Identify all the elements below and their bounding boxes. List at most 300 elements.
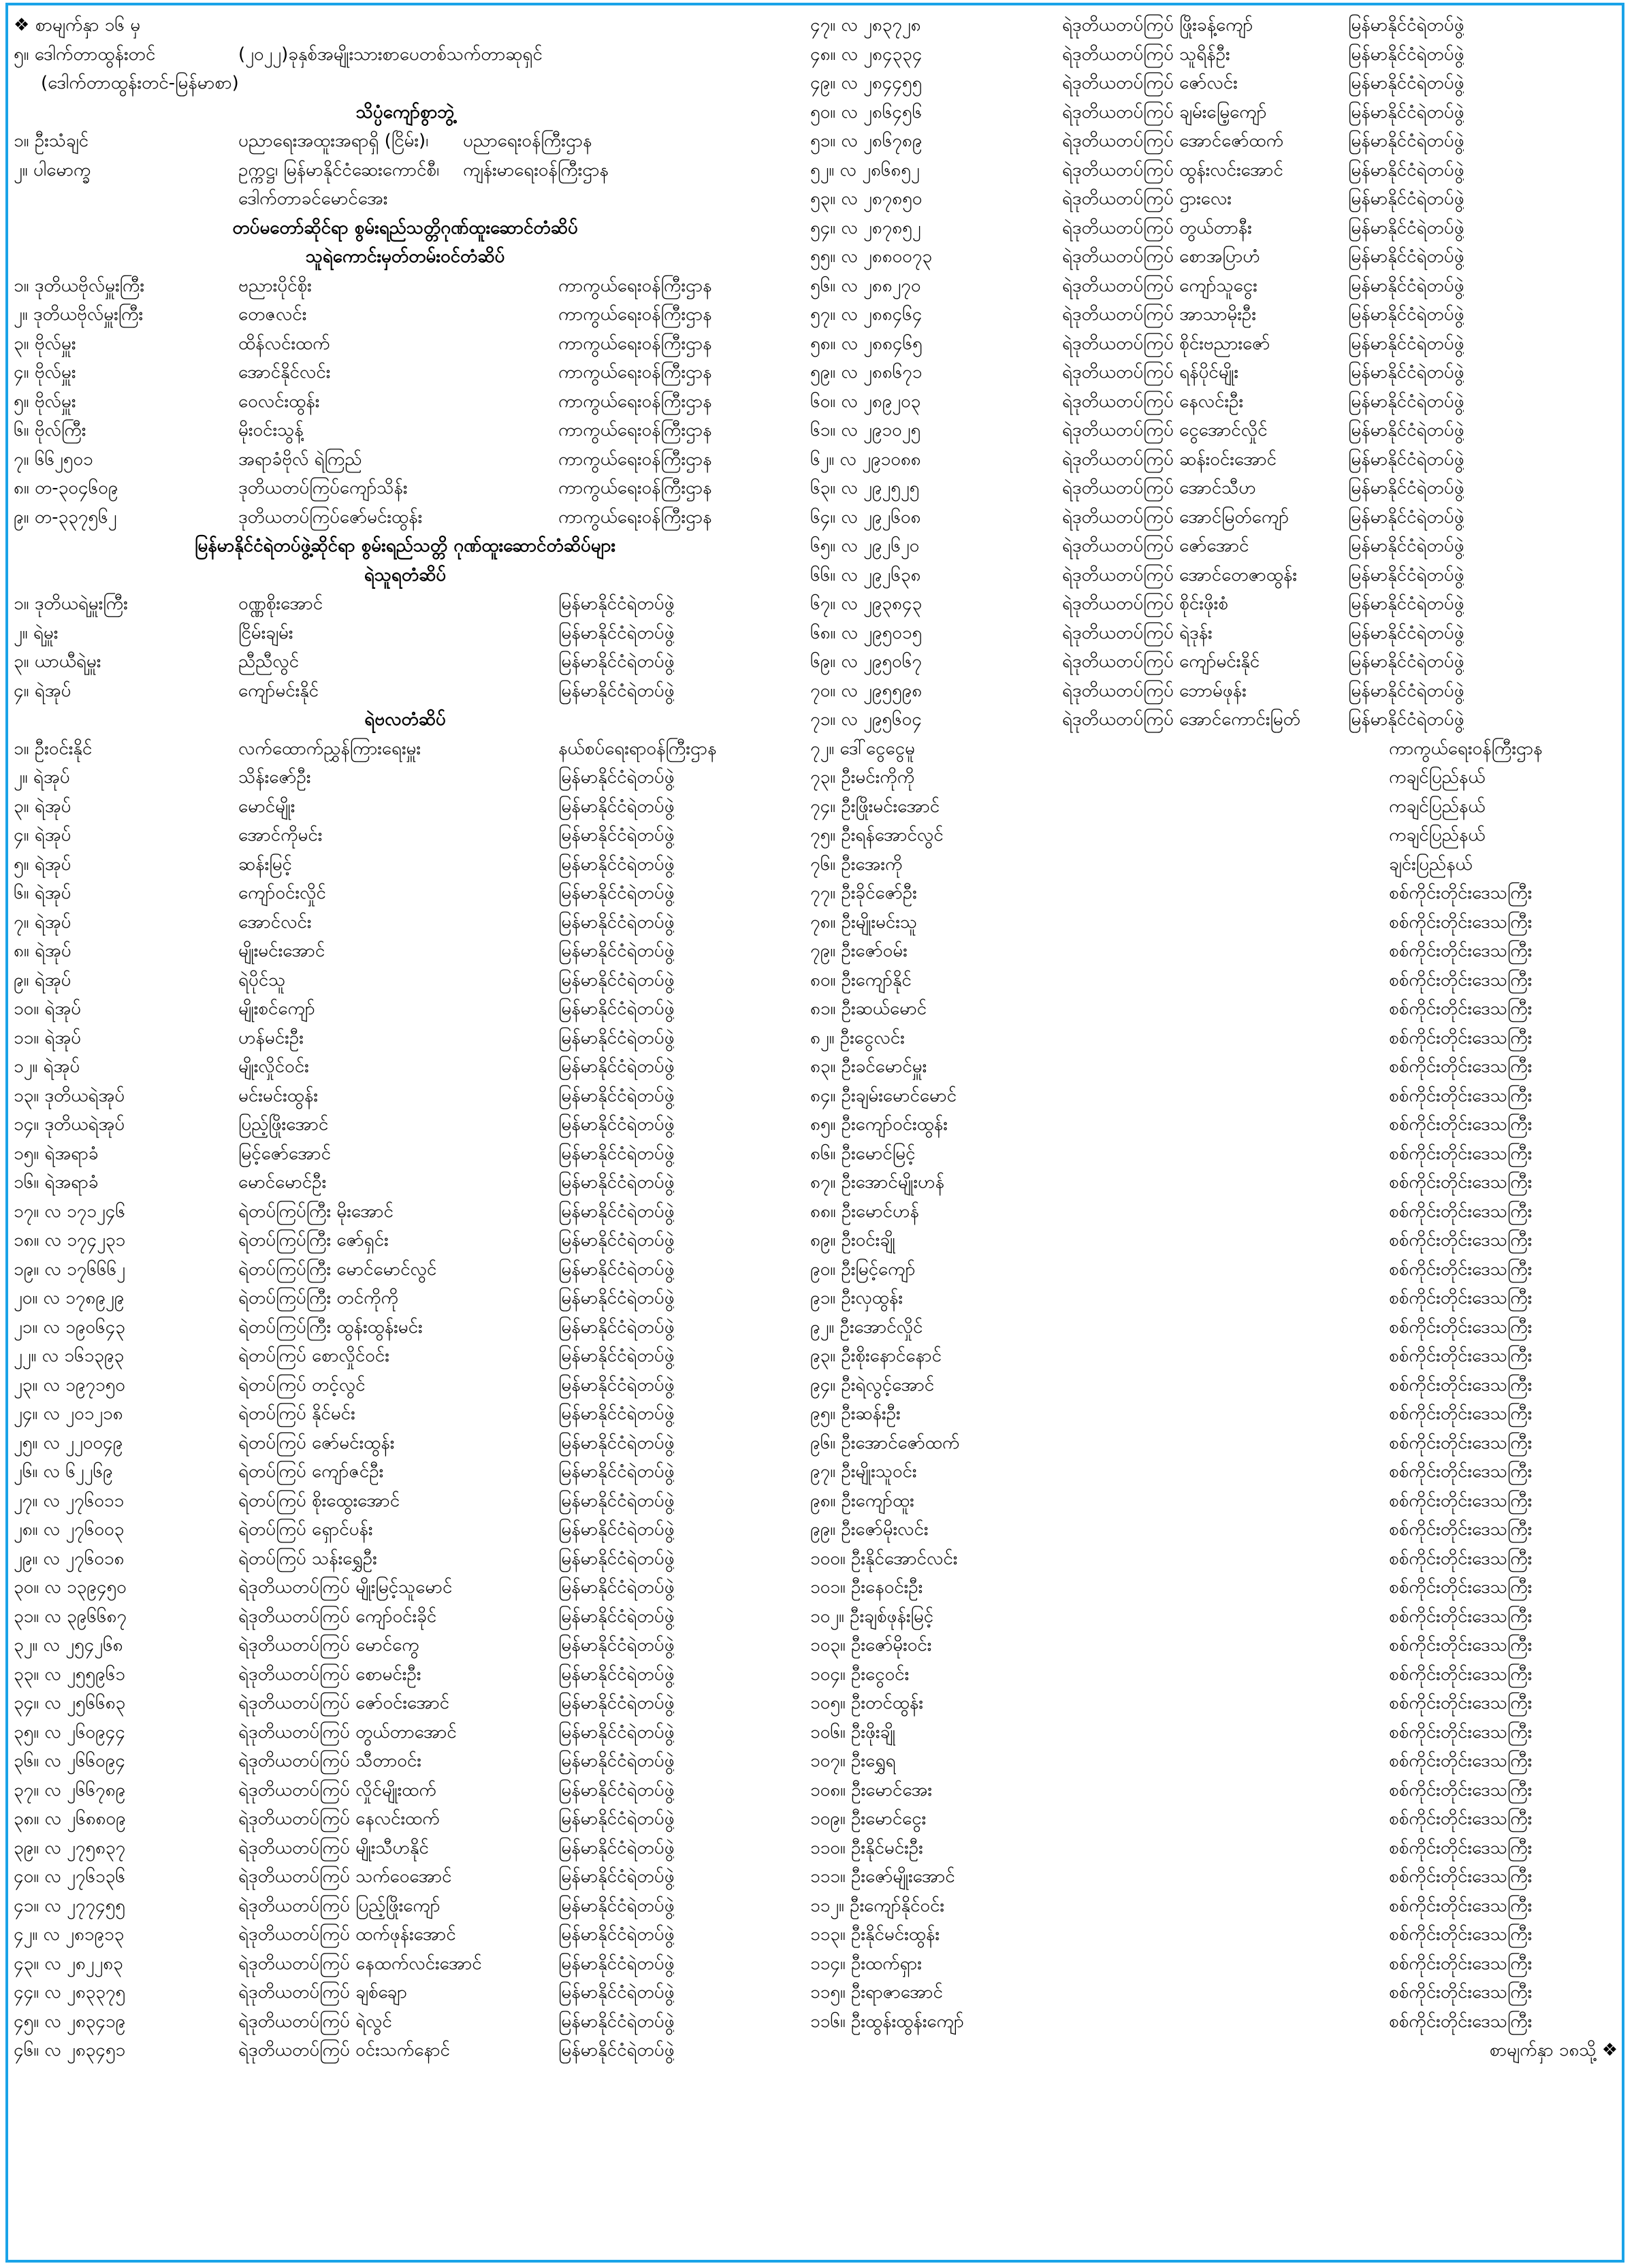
list-item	[14, 1834, 797, 1863]
cell-1: ၈၇။ ဦးအောင်မျိုးဟန်	[810, 1172, 944, 1193]
cell-2: ရဲဒုတိယတပ်ကြပ် အောင်မြတ်ကျော်	[1062, 506, 1289, 528]
cell-1: ၂။ ဒုတိယဗိုလ်မှူးကြီး	[14, 304, 144, 325]
list-item	[14, 1284, 797, 1313]
cell-2: ရဲဒုတိယတပ်ကြပ် ရန်ပိုင်မျိုး	[1062, 362, 1239, 383]
cell-3: စစ်ကိုင်းတိုင်းဒေသကြီး	[1389, 2011, 1533, 2032]
list-item	[810, 1544, 1618, 1574]
cell-1: ၅၀။ လ ၂၈၆၄၅၆	[810, 101, 923, 123]
list-item	[810, 1631, 1618, 1660]
cell-2: ရဲဒုတိယတပ်ကြပ် ဇော်လင်း	[1062, 73, 1238, 93]
cell-1: ၆၆။ လ ၂၉၂၆၃၈	[810, 564, 921, 585]
cell-3: ကာကွယ်ရေးဝန်ကြီးဌာန	[558, 506, 712, 528]
cell-1: ၂၆။ လ ၆၂၂၆၉	[14, 1461, 113, 1482]
list-item	[14, 879, 797, 908]
cell-1: ၆၁။ လ ၂၉၁၀၂၅	[810, 420, 921, 440]
list-item	[810, 1602, 1618, 1632]
cell-3: မြန်မာနိုင်ငံရဲတပ်ဖွဲ့	[1348, 304, 1464, 325]
cell-3: စစ်ကိုင်းတိုင်းဒေသကြီး	[1389, 1519, 1533, 1540]
cell-2: ရဲတပ်ကြပ် စောလှိုင်ဝင်း	[238, 1346, 389, 1366]
cell-3: မြန်မာနိုင်ငံရဲတပ်ဖွဲ့	[1348, 362, 1464, 383]
list-item	[14, 1544, 797, 1574]
cell-2: (၂၀၂၂)ခုနှစ်အမျိုးသားစာပေတစ်သက်တာဆုရှင်	[238, 44, 543, 65]
cell-3: စစ်ကိုင်းတိုင်းဒေသကြီး	[1389, 1548, 1533, 1569]
cell-1: ၈၂။ ဦးငွေလင်း	[810, 1027, 905, 1048]
cell-1: ၁၇။ လ ၁၇၁၂၄၆	[14, 1201, 125, 1222]
cell-3: စစ်ကိုင်းတိုင်းဒေသကြီး	[1389, 1577, 1533, 1598]
cell-3: မြန်မာနိုင်ငံရဲတပ်ဖွဲ့	[558, 1259, 675, 1280]
cell-2: ရဲဒုတိယတပ်ကြပ် သီတာဝင်း	[238, 1751, 421, 1771]
cell-1: ၁၀၃။ ဦးဇော်မိုးဝင်း	[810, 1635, 932, 1655]
cell-1: (ဒေါက်တာထွန်းတင်-မြန်မာစာ)	[41, 73, 239, 93]
list-item	[14, 387, 797, 417]
list-item	[14, 184, 797, 214]
cell-3: မြန်မာနိုင်ငံရဲတပ်ဖွဲ့	[558, 2040, 675, 2060]
cell-2: ရဲတပ်ကြပ် သန်းရွှေဦး	[238, 1548, 377, 1569]
cell-1: ၈၁။ ဦးဆယ်မောင်	[810, 999, 927, 1019]
cell-2: ဒုတိယတပ်ကြပ်ကျော်သိန်း	[238, 478, 408, 498]
cell-2: ထိန်လင်းထက်	[238, 333, 330, 354]
cell-3: မြန်မာနိုင်ငံရဲတပ်ဖွဲ့	[558, 1548, 675, 1569]
cell-1: ၂၈။ လ ၂၇၆၀၀၃	[14, 1519, 125, 1540]
cell-1: ၄၃။ လ ၂၈၂၂၈၃	[14, 1953, 123, 1974]
list-item	[14, 1399, 797, 1429]
cell-3: မြန်မာနိုင်ငံရဲတပ်ဖွဲ့	[558, 1143, 675, 1164]
cell-3: မြန်မာနိုင်ငံရဲတပ်ဖွဲ့	[558, 911, 675, 933]
cell-1: ၄၀။ လ ၂၇၆၁၃၆	[14, 1866, 125, 1887]
cell-3: မြန်မာနိုင်ငံရဲတပ်ဖွဲ့	[558, 825, 675, 845]
right-column	[810, 11, 1618, 2065]
cell-2: ဒေါက်တာခင်မောင်အေး	[238, 189, 388, 209]
list-item	[14, 156, 797, 185]
cell-3: စစ်ကိုင်းတိုင်းဒေသကြီး	[1389, 1316, 1533, 1338]
cell-2: ရဲတပ်ကြပ်ကြီး တင်ကိုကို	[238, 1288, 399, 1308]
cell-3: စစ်ကိုင်းတိုင်းဒေသကြီး	[1389, 1230, 1533, 1250]
cell-2: ဆန်းမြင့်	[238, 854, 292, 875]
list-item	[810, 1226, 1618, 1255]
cell-1: ၉၁။ ဦးလှထွန်း	[810, 1288, 903, 1308]
cell-3: မြန်မာနိုင်ငံရဲတပ်ဖွဲ့	[1348, 391, 1464, 412]
list-item	[14, 474, 797, 503]
cell-2: ရဲဒုတိယတပ်ကြပ် နေလင်းထက်	[238, 1809, 440, 1829]
list-item	[810, 647, 1618, 677]
cell-2: ရဲတပ်ကြပ်ကြီး မောင်မောင်လွင်	[238, 1259, 437, 1280]
list-item	[14, 1226, 797, 1255]
cell-3: မြန်မာနိုင်ငံရဲတပ်ဖွဲ့	[558, 1519, 675, 1540]
section-heading	[14, 214, 797, 243]
cell-1: ၁၁၅။ ဦးရာဇာအောင်	[810, 1982, 943, 2003]
cell-1: ၃၁။ လ ၃၉၆၆၈၇	[14, 1606, 127, 1627]
cell-3: စစ်ကိုင်းတိုင်းဒေသကြီး	[1389, 1143, 1533, 1164]
cell-3: မြန်မာနိုင်ငံရဲတပ်ဖွဲ့	[558, 1982, 675, 2003]
cell-1: ၄၇။ လ ၂၈၃၇၂၈	[810, 15, 921, 35]
cell-3: မြန်မာနိုင်ငံရဲတပ်ဖွဲ့	[558, 1172, 675, 1193]
cell-1: ၂၇။ လ ၂၇၆၀၁၁	[14, 1490, 125, 1511]
cell-3: မြန်မာနိုင်ငံရဲတပ်ဖွဲ့	[1348, 275, 1464, 296]
list-item	[810, 358, 1618, 387]
cell-3: စစ်ကိုင်းတိုင်းဒေသကြီး	[1389, 1056, 1533, 1077]
cell-2: ရဲဒုတိယတပ်ကြပ် စိုင်းဗညားဇော်	[1062, 333, 1270, 354]
cell-3: မြန်မာနိုင်ငံရဲတပ်ဖွဲ့	[558, 1432, 675, 1453]
cell-2: ရဲဒုတိယတပ်ကြပ် ဘောမ်ဖုန်း	[1062, 680, 1247, 701]
cell-2: ရဲတပ်ကြပ်ကြီး ထွန်းထွန်းမင်း	[238, 1316, 423, 1338]
cell-2: အရာခံဗိုလ် ရဲကြည်	[238, 449, 362, 470]
list-item	[14, 1747, 797, 1776]
list-item	[810, 1399, 1618, 1429]
cell-1: ၈။ ရဲအုပ်	[14, 941, 71, 961]
list-item	[14, 589, 797, 619]
cell-3: မြန်မာနိုင်ငံရဲတပ်ဖွဲ့	[1348, 159, 1464, 180]
cell-1: ၆။ ဗိုလ်ကြီး	[14, 420, 86, 440]
section-heading	[14, 532, 797, 561]
cell-3: စစ်ကိုင်းတိုင်းဒေသကြီး	[1389, 1461, 1533, 1482]
cell-3: စစ်ကိုင်းတိုင်းဒေသကြီး	[1389, 1432, 1533, 1453]
list-item	[14, 1429, 797, 1458]
list-item	[810, 1978, 1618, 2007]
cell-2: ရဲတပ်ကြပ် တင့်လွင်	[238, 1374, 366, 1395]
cell-3: မြန်မာနိုင်ငံရဲတပ်ဖွဲ့	[558, 1837, 675, 1858]
cell-1: ၃၉။ လ ၂၇၅၈၃၇	[14, 1837, 126, 1858]
list-item	[810, 1255, 1618, 1284]
list-item	[810, 300, 1618, 329]
cell-3: မြန်မာနိုင်ငံရဲတပ်ဖွဲ့	[558, 1346, 675, 1366]
list-item	[14, 416, 797, 445]
cell-3: မြန်မာနိုင်ငံရဲတပ်ဖွဲ့	[558, 2011, 675, 2032]
heading-text: သိပ္ပံကျော်စွာဘွဲ့	[355, 101, 455, 123]
cell-3: မြန်မာနိုင်ငံရဲတပ်ဖွဲ့	[558, 1490, 675, 1511]
cell-2: ရဲဒုတိယတပ်ကြပ် ရဲဒုန်း	[1062, 622, 1213, 643]
cell-3: ကာကွယ်ရေးဝန်ကြီးဌာန	[558, 449, 712, 470]
cell-1: ❖ စာမျက်နှာ ၁၆ မှ	[14, 15, 141, 35]
cell-2: ငြိမ်းချမ်း	[238, 622, 293, 643]
cell-3: မြန်မာနိုင်ငံရဲတပ်ဖွဲ့	[558, 854, 675, 875]
list-item	[810, 329, 1618, 359]
cell-3: စစ်ကိုင်းတိုင်းဒေသကြီး	[1389, 1693, 1533, 1713]
list-item	[14, 1776, 797, 1805]
list-item	[14, 966, 797, 995]
cell-3: မြန်မာနိုင်ငံရဲတပ်ဖွဲ့	[1348, 622, 1464, 643]
cell-3: မြန်မာနိုင်ငံရဲတပ်ဖွဲ့	[1348, 246, 1464, 267]
list-item	[810, 1949, 1618, 1979]
list-item	[810, 11, 1618, 40]
cell-3: စစ်ကိုင်းတိုင်းဒေသကြီး	[1389, 1085, 1533, 1106]
cell-1: ၅၇။ လ ၂၈၈၄၆၄	[810, 304, 923, 325]
cell-3: မြန်မာနိုင်ငံရဲတပ်ဖွဲ့	[1348, 651, 1464, 672]
cell-2: ရဲဒုတိယတပ်ကြပ် တွယ်တာအောင်	[238, 1721, 457, 1743]
cell-3: မြန်မာနိုင်ငံရဲတပ်ဖွဲ့	[558, 1374, 675, 1395]
cell-1: ၉၄။ ဦးရဲလွင့်အောင်	[810, 1374, 935, 1395]
cell-2: ရဲဒုတိယတပ်ကြပ် အောင်သီဟ	[1062, 478, 1256, 498]
cell-2: ရဲဒုတိယတပ်ကြပ် စောမင်းဦး	[238, 1664, 421, 1685]
cell-2: ရဲဒုတိယတပ်ကြပ် ရဲလွင်	[238, 2011, 392, 2032]
list-item	[14, 1197, 797, 1227]
cell-1: ၄၈။ လ ၂၈၄၃၃၄	[810, 44, 923, 65]
cell-2: မျိုးမင်းအောင်	[238, 941, 325, 961]
cell-1: ၂၂။ လ ၁၆၁၃၉၃	[14, 1346, 125, 1366]
list-item	[810, 40, 1618, 69]
list-item	[810, 1457, 1618, 1487]
cell-1: ၅။ ရဲအုပ်	[14, 854, 71, 875]
cell-2: ကျော်ဝင်းလှိုင်	[238, 883, 326, 903]
list-item	[810, 1689, 1618, 1718]
cell-1: ၁၀၁။ ဦးနေဝင်းဦး	[810, 1577, 923, 1598]
list-item	[14, 1255, 797, 1284]
cell-1: ၃၃။ လ ၂၅၅၉၆၁	[14, 1664, 125, 1685]
cell-3: မြန်မာနိုင်ငံရဲတပ်ဖွဲ့	[558, 1288, 675, 1308]
section-heading	[14, 705, 797, 734]
list-item	[810, 1139, 1618, 1169]
cell-1: ၃၂။ လ ၂၅၄၂၆၈	[14, 1635, 123, 1655]
cell-3: မြန်မာနိုင်ငံရဲတပ်ဖွဲ့	[558, 651, 675, 672]
cell-1: ၂၀။ လ ၁၇၈၉၂၉	[14, 1288, 125, 1308]
cell-1: ၁။ ဦးဝင်းနိုင်	[14, 738, 93, 759]
cell-1: ၁၀၀။ ဦးနိုင်အောင်လင်း	[810, 1548, 958, 1569]
cell-3: မြန်မာနိုင်ငံရဲတပ်ဖွဲ့	[558, 1114, 675, 1135]
list-item	[810, 474, 1618, 503]
cell-3: မြန်မာနိုင်ငံရဲတပ်ဖွဲ့	[1348, 564, 1464, 585]
cell-2: အောင်လင်း	[238, 911, 312, 933]
section-heading	[14, 242, 797, 272]
list-item	[810, 503, 1618, 532]
cell-3: စစ်ကိုင်းတိုင်းဒေသကြီး	[1389, 969, 1533, 990]
list-item	[810, 184, 1618, 214]
cell-2: ရဲဒုတိယတပ်ကြပ် ဆန်းဝင်းအောင်	[1062, 449, 1277, 470]
list-item	[810, 1862, 1618, 1892]
cell-1: ၆၂။ လ ၂၉၁၀၈၈	[810, 449, 921, 470]
list-item	[810, 214, 1618, 243]
cell-3: စစ်ကိုင်းတိုင်းဒေသကြီး	[1389, 883, 1533, 903]
cell-3: ပညာရေးဝန်ကြီးဌာန	[463, 131, 592, 151]
cell-2: ရဲဒုတိယတပ်ကြပ် နေထက်လင်းအောင်	[238, 1953, 482, 1974]
list-item	[14, 503, 797, 532]
cell-2: ရဲဒုတိယတပ်ကြပ် ချစ်ချော	[238, 1982, 407, 2003]
cell-3: မြန်မာနိုင်ငံရဲတပ်ဖွဲ့	[558, 1027, 675, 1048]
cell-2: အောင်နိုင်လင်း	[238, 362, 331, 383]
cell-2: မောင်မောင်ဦး	[238, 1172, 327, 1193]
section-heading	[14, 561, 797, 590]
cell-1: ၃။ ယာယီရဲမှူး	[14, 651, 101, 672]
list-item	[810, 1342, 1618, 1371]
list-item	[810, 69, 1618, 98]
cell-1: ၄၄။ လ ၂၈၃၃၇၅	[14, 1982, 126, 2003]
cell-1: ၁၀၇။ ဦးရွှေရ	[810, 1751, 896, 1771]
cell-1: ၇။ ၆၆၂၅၀၁	[14, 449, 93, 470]
cell-3: စစ်ကိုင်းတိုင်းဒေသကြီး	[1389, 1288, 1533, 1308]
cell-1: ၂၃။ လ ၁၉၇၁၅၀	[14, 1374, 125, 1395]
cell-3: ကချင်ပြည်နယ်	[1389, 767, 1486, 788]
cell-2: ရဲတပ်ကြပ် ကျော်ဇင်ဦး	[238, 1461, 384, 1482]
cell-3: မြန်မာနိုင်ငံရဲတပ်ဖွဲ့	[1348, 449, 1464, 470]
cell-1: ၇၂။ ဒေါ်ငွေငွေမူ	[810, 738, 915, 759]
cell-1: ၇။ ရဲအုပ်	[14, 911, 71, 933]
list-item	[14, 2036, 797, 2065]
cell-1: ၈၈။ ဦးမောင်ဟန်	[810, 1201, 919, 1222]
list-item	[14, 1573, 797, 1602]
list-item	[810, 589, 1618, 619]
cell-3: မြန်မာနိုင်ငံရဲတပ်ဖွဲ့	[558, 1895, 675, 1916]
list-item	[14, 1862, 797, 1892]
cell-2: ရဲဒုတိယတပ်ကြပ် စိုင်းဖိုးစံ	[1062, 594, 1228, 614]
cell-1: ၁၁၀။ ဦးနိုင်မင်းဦး	[810, 1837, 923, 1858]
cell-3: စစ်ကိုင်းတိုင်းဒေသကြီး	[1389, 1895, 1533, 1916]
list-item	[810, 445, 1618, 474]
cell-1: ၆၇။ လ ၂၉၃၈၄၃	[810, 594, 923, 614]
list-item	[14, 329, 797, 359]
cell-3: မြန်မာနိုင်ငံရဲတပ်ဖွဲ့	[1348, 680, 1464, 701]
cell-2: ရဲဒုတိယတပ်ကြပ် အောင်ဇော်ထက်	[1062, 131, 1284, 151]
list-item	[14, 1024, 797, 1053]
list-item	[14, 1631, 797, 1660]
cell-1: ၅၁။ လ ၂၈၆၇၈၉	[810, 131, 923, 151]
cell-2: ရဲတပ်ကြပ် စိုးထွေးအောင်	[238, 1490, 400, 1511]
cell-1: ၃။ ဗိုလ်မှူး	[14, 333, 76, 354]
list-item	[14, 1804, 797, 1834]
cell-3: မြန်မာနိုင်ငံရဲတပ်ဖွဲ့	[558, 1693, 675, 1713]
cell-3: ကာကွယ်ရေးဝန်ကြီးဌာန	[558, 391, 712, 412]
cell-3: မြန်မာနိုင်ငံရဲတပ်ဖွဲ့	[558, 1085, 675, 1106]
cell-1: ၄၆။ လ ၂၈၃၄၅၁	[14, 2040, 126, 2060]
cell-3: စစ်ကိုင်းတိုင်းဒေသကြီး	[1389, 1114, 1533, 1135]
list-item	[810, 1804, 1618, 1834]
cell-3: ကာကွယ်ရေးဝန်ကြီးဌာန	[1389, 738, 1543, 759]
list-item	[14, 1168, 797, 1197]
list-item	[14, 908, 797, 937]
cell-3: မြန်မာနိုင်ငံရဲတပ်ဖွဲ့	[1348, 131, 1464, 151]
cell-3: မြန်မာနိုင်ငံရဲတပ်ဖွဲ့	[558, 1230, 675, 1250]
cell-1: ၁၁၂။ ဦးကျော်နိုင်ဝင်း	[810, 1895, 945, 1916]
cell-3: စစ်ကိုင်းတိုင်းဒေသကြီး	[1389, 1259, 1533, 1280]
cell-1: ၁၀၉။ ဦးမောင်ငွေး	[810, 1809, 927, 1829]
cell-1: ၉။ ရဲအုပ်	[14, 969, 71, 990]
cell-2: ရဲတပ်ကြပ်ကြီး မိုးအောင်	[238, 1201, 394, 1222]
list-item	[810, 937, 1618, 966]
cell-1: ၉၇။ ဦးမျိုးသူဝင်း	[810, 1461, 917, 1482]
cell-2: လက်ထောက်ညွှန်ကြားရေးမှူး	[238, 738, 421, 759]
list-item	[810, 1920, 1618, 1949]
cell-3: စစ်ကိုင်းတိုင်းဒေသကြီး	[1389, 1172, 1533, 1193]
cell-3: မြန်မာနိုင်ငံရဲတပ်ဖွဲ့	[558, 622, 675, 643]
cell-3: စစ်ကိုင်းတိုင်းဒေသကြီး	[1389, 1490, 1533, 1511]
cell-1: ၅၄။ လ ၂၈၇၈၅၂	[810, 217, 921, 238]
cell-3: ကာကွယ်ရေးဝန်ကြီးဌာန	[558, 275, 712, 296]
cell-2: ရဲဒုတိယတပ်ကြပ် ချမ်းမြေ့ကျော်	[1062, 101, 1267, 123]
cell-3: မြန်မာနိုင်ငံရဲတပ်ဖွဲ့	[1348, 536, 1464, 556]
cell-1: ၁၁၃။ ဦးနိုင်မင်းထွန်း	[810, 1924, 940, 1945]
cell-1: ၃၅။ လ ၂၆၀၉၄၄	[14, 1721, 125, 1743]
cell-3: စစ်ကိုင်းတိုင်းဒေသကြီး	[1389, 911, 1533, 933]
cell-3: ကချင်ပြည်နယ်	[1389, 825, 1486, 845]
cell-3: ကချင်ပြည်နယ်	[1389, 796, 1486, 817]
cell-1: ၃။ ရဲအုပ်	[14, 796, 71, 817]
list-item	[14, 763, 797, 792]
cell-1: ၁၄။ ဒုတိယရဲအုပ်	[14, 1114, 125, 1135]
section-heading	[14, 98, 797, 127]
list-item	[810, 387, 1618, 417]
cell-3: ချင်းပြည်နယ်	[1389, 854, 1473, 875]
cell-1: ၁၀၅။ ဦးတင်ထွန်း	[810, 1693, 923, 1713]
cell-1: ၆။ ရဲအုပ်	[14, 883, 71, 903]
cell-2: ညီညီလွင်	[238, 651, 300, 672]
left-column	[14, 11, 797, 2065]
list-item	[810, 1573, 1618, 1602]
cell-2: ရဲဒုတိယတပ်ကြပ် ဇော်ဝင်းအောင်	[238, 1693, 450, 1713]
cell-1: ၉၂။ ဦးအောင်လှိုင်	[810, 1316, 923, 1338]
cell-1: ၄။ ရဲအုပ်	[14, 680, 71, 701]
cell-3: စစ်ကိုင်းတိုင်းဒေသကြီး	[1389, 1721, 1533, 1743]
cell-3: မြန်မာနိုင်ငံရဲတပ်ဖွဲ့	[558, 969, 675, 990]
cell-1: ၅၆။ လ ၂၈၈၂၇၀	[810, 275, 921, 296]
cell-1: ၈၃။ ဦးခင်မောင်မှူး	[810, 1056, 927, 1077]
heading-text: မြန်မာနိုင်ငံရဲတပ်ဖွဲ့ဆိုင်ရာ စွမ်းရည်သတ္တိ ဂုဏ်ထူးဆောင်တံဆိပ်များ	[195, 536, 615, 556]
cell-3: မြန်မာနိုင်ငံရဲတပ်ဖွဲ့	[558, 1316, 675, 1338]
list-item	[810, 908, 1618, 937]
cell-3: မြန်မာနိုင်ငံရဲတပ်ဖွဲ့	[558, 941, 675, 961]
cell-1: ၇၉။ ဦးဇော်ဝမ်း	[810, 941, 908, 961]
cell-1: ၁၅။ ရဲအရာခံ	[14, 1143, 99, 1164]
cell-1: ၄၉။ လ ၂၈၄၄၅၅	[810, 73, 923, 93]
cell-1: ၁၀။ ရဲအုပ်	[14, 999, 82, 1019]
cell-3: မြန်မာနိုင်ငံရဲတပ်ဖွဲ့	[558, 1461, 675, 1482]
list-item	[810, 1284, 1618, 1313]
cell-1: ၈၅။ ဦးကျော်ဝင်းထွန်း	[810, 1114, 948, 1135]
cell-3: ကာကွယ်ရေးဝန်ကြီးဌာန	[558, 304, 712, 325]
cell-1: ၁။ ဦးသံချင်	[14, 131, 89, 151]
list-item	[810, 1834, 1618, 1863]
cell-3: စစ်ကိုင်းတိုင်းဒေသကြီး	[1389, 1201, 1533, 1222]
list-item	[810, 1110, 1618, 1139]
cell-1: ၆၈။ လ ၂၉၅၀၁၅	[810, 622, 923, 643]
cell-1: ၅၃။ လ ၂၈၇၈၅၀	[810, 189, 923, 209]
cell-2: မင်းမင်းထွန်း	[238, 1085, 318, 1106]
list-item	[810, 879, 1618, 908]
cell-3: ကျန်းမာရေးဝန်ကြီးဌာန	[463, 159, 609, 180]
cell-3: စစ်ကိုင်းတိုင်းဒေသကြီး	[1389, 1635, 1533, 1655]
cell-3: မြန်မာနိုင်ငံရဲတပ်ဖွဲ့	[558, 1809, 675, 1829]
cell-3: မြန်မာနိုင်ငံရဲတပ်ဖွဲ့	[558, 1779, 675, 1800]
cell-1: ၂။ ပါမောက္ခ	[14, 159, 91, 180]
cell-1: ၅။ ဗိုလ်မှူး	[14, 391, 76, 412]
list-item	[810, 966, 1618, 995]
cell-2: ကျော်မင်းနိုင်	[238, 680, 319, 701]
cell-1: ၅။ ဒေါက်တာထွန်းတင်	[14, 44, 156, 65]
list-item	[810, 1515, 1618, 1544]
cell-2: ရဲဒုတိယတပ်ကြပ် ထက်ဖုန်းအောင်	[238, 1924, 456, 1945]
cell-3: မြန်မာနိုင်ငံရဲတပ်ဖွဲ့	[558, 1201, 675, 1222]
cell-2: ဟန်မင်းဦး	[238, 1027, 304, 1048]
cell-2: ဝေလင်းထွန်း	[238, 391, 320, 412]
list-item	[14, 850, 797, 879]
cell-2: ရဲဒုတိယတပ်ကြပ် ငွေအောင်လှိုင်	[1062, 420, 1268, 440]
cell-1: ၉၈။ ဦးကျော်ထူး	[810, 1490, 914, 1511]
cell-1: ၁။ ဒုတိယရဲမှူးကြီး	[14, 594, 128, 614]
list-item	[810, 2007, 1618, 2037]
list-item	[14, 677, 797, 706]
cell-1: ၅၂။ လ ၂၈၆၈၅၂	[810, 159, 920, 180]
list-item	[14, 1110, 797, 1139]
cell-3: စစ်ကိုင်းတိုင်းဒေသကြီး	[1389, 1982, 1533, 2003]
cell-3: မြန်မာနိုင်ငံရဲတပ်ဖွဲ့	[1348, 73, 1464, 93]
cell-1: ၃၄။ လ ၂၅၆၆၈၃	[14, 1693, 126, 1713]
cell-2: ရဲတပ်ကြပ်ကြီး ဇော်ရှင်း	[238, 1230, 389, 1250]
cell-3: စစ်ကိုင်းတိုင်းဒေသကြီး	[1389, 1606, 1533, 1627]
cell-2: ရဲဒုတိယတပ်ကြပ် မောင်ကွေ	[238, 1635, 419, 1655]
list-item	[810, 1371, 1618, 1400]
list-item	[14, 1052, 797, 1082]
list-item	[14, 1978, 797, 2007]
cell-1: ၁၀၂။ ဦးချစ်ဖုန်းမြင့်	[810, 1606, 934, 1627]
cell-3: မြန်မာနိုင်ငံရဲတပ်ဖွဲ့	[1348, 189, 1464, 209]
cell-1: ၅၈။ လ ၂၈၈၄၆၅	[810, 333, 923, 354]
list-item	[14, 937, 797, 966]
